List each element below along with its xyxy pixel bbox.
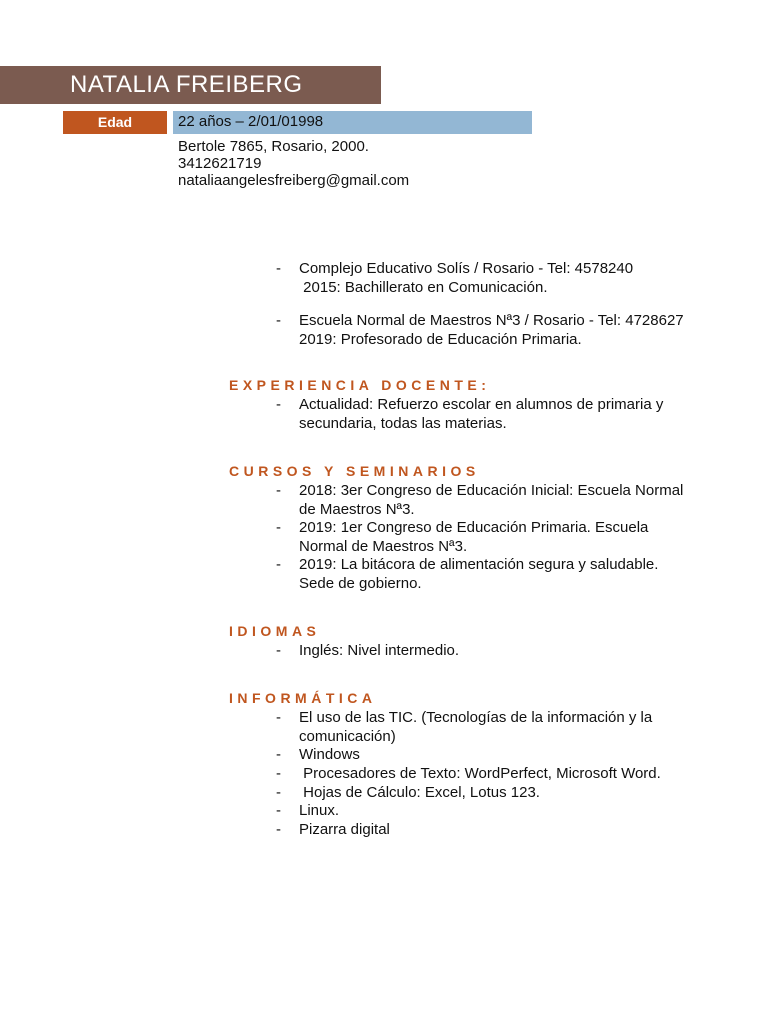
computing-text: El uso de las TIC. (Tecnologías de la información y la comunicación) bbox=[299, 709, 653, 745]
section-heading-courses: CURSOS Y SEMINARIOS bbox=[229, 463, 480, 479]
candidate-name: NATALIA FREIBERG bbox=[70, 71, 303, 98]
education-school: Escuela Normal de Maestros Nª3 / Rosario - Tel: 4728627 bbox=[299, 312, 684, 329]
course-text: 2019: La bitácora de alimentación segura y saludable. Sede de gobierno. bbox=[299, 556, 659, 592]
language-text: Inglés: Nivel intermedio. bbox=[299, 642, 460, 659]
computing-text: Windows bbox=[299, 746, 360, 763]
computing-item bbox=[276, 820, 716, 839]
course-item bbox=[276, 481, 696, 519]
phone: 3412621719 bbox=[178, 155, 262, 172]
list-dash: - bbox=[276, 396, 281, 413]
list-dash: - bbox=[276, 709, 281, 726]
age-label: Edad bbox=[63, 111, 167, 134]
list-dash: - bbox=[276, 821, 281, 838]
experience-text: Actualidad: Refuerzo escolar en alumnos de primaria y secundaria, todas las materias. bbox=[299, 396, 664, 432]
section-heading-computing: INFORMÁTICA bbox=[229, 690, 377, 706]
computing-text: Hojas de Cálculo: Excel, Lotus 123. bbox=[299, 784, 540, 801]
computing-item bbox=[276, 783, 716, 802]
computing-item bbox=[276, 708, 686, 746]
email: nataliaangelesfreiberg@gmail.com bbox=[178, 172, 410, 189]
computing-text: Pizarra digital bbox=[299, 821, 390, 838]
age-value: 22 años – 2/01/01998 bbox=[178, 113, 324, 130]
computing-item bbox=[276, 801, 716, 820]
computing-text: Procesadores de Texto: WordPerfect, Microsoft Word. bbox=[299, 765, 661, 782]
computing-item bbox=[276, 764, 716, 783]
list-dash: - bbox=[276, 765, 281, 782]
language-item bbox=[276, 641, 716, 660]
list-dash: - bbox=[276, 519, 281, 536]
section-heading-experience: EXPERIENCIA DOCENTE: bbox=[229, 377, 491, 393]
address: Bertole 7865, Rosario, 2000. bbox=[178, 138, 369, 155]
list-dash: - bbox=[276, 746, 281, 763]
course-text: 2018: 3er Congreso de Educación Inicial: Escuela Normal de Maestros Nª3. bbox=[299, 482, 684, 518]
education-school: Complejo Educativo Solís / Rosario - Tel: 4578240 bbox=[299, 260, 634, 277]
computing-text: Linux. bbox=[299, 802, 340, 819]
list-dash: - bbox=[276, 260, 281, 277]
list-dash: - bbox=[276, 642, 281, 659]
contact-block bbox=[178, 138, 409, 189]
list-dash: - bbox=[276, 802, 281, 819]
computing-item bbox=[276, 745, 716, 764]
list-dash: - bbox=[276, 784, 281, 801]
education-degree: 2015: Bachillerato en Comunicación. bbox=[299, 279, 548, 296]
experience-item bbox=[276, 395, 716, 433]
education-item bbox=[276, 311, 716, 330]
education-degree: 2019: Profesorado de Educación Primaria. bbox=[299, 331, 582, 348]
list-dash: - bbox=[276, 482, 281, 499]
list-dash: - bbox=[276, 556, 281, 573]
course-item bbox=[276, 518, 686, 556]
section-heading-languages: IDIOMAS bbox=[229, 623, 321, 639]
course-text: 2019: 1er Congreso de Educación Primaria. Escuela Normal de Maestros Nª3. bbox=[299, 519, 649, 555]
course-item bbox=[276, 555, 686, 593]
list-dash: - bbox=[276, 312, 281, 329]
education-item bbox=[276, 259, 716, 278]
